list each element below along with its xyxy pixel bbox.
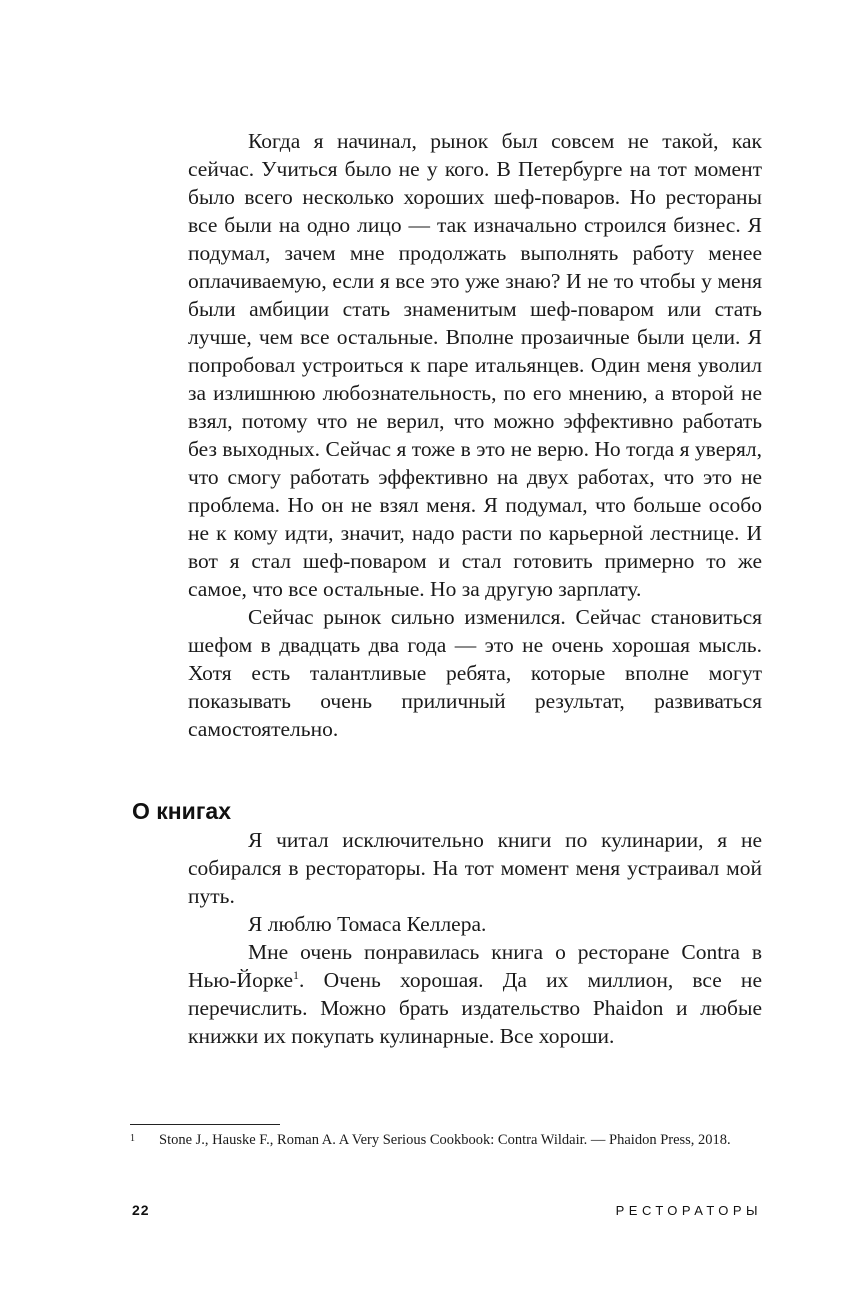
section-text-block [188, 826, 762, 1050]
section-heading: О книгах [132, 798, 231, 824]
footnote [130, 1130, 762, 1151]
footnote-divider [130, 1124, 280, 1125]
main-text-block [188, 127, 762, 743]
paragraph-text-continuation: . Очень хорошая. Да их миллион, все не перечислить. Можно брать издательство Phaidon и любые книжки их покупать кулинарные. Все хороши. [188, 968, 762, 1048]
paragraph: Сейчас рынок сильно изменился. Сейчас становиться шефом в двадцать два года — это не очень хорошая мысль. Хотя есть талантливые ребята, которые вполне могут показывать очень приличный результат, развиваться самостоятельно. [188, 605, 762, 741]
paragraph-with-footnote [188, 938, 762, 1050]
running-title: РЕСТОРАТОРЫ [615, 1203, 762, 1218]
footnote-number: 1 [130, 1133, 135, 1144]
paragraph: Я люблю Томаса Келлера. [248, 912, 487, 936]
paragraph-text: Мне очень понравилась книга о ресторане Contra в Нью-Йорке [188, 940, 762, 992]
footnote-text: Stone J., Hauske F., Roman A. A Very Serious Cookbook: Contra Wildair. — Phaidon Press, 2018. [159, 1132, 731, 1148]
paragraph: Я читал исключительно книги по кулинарии, я не собирался в рестораторы. На тот момент меня устраивал мой путь. [188, 828, 762, 908]
paragraph: Когда я начинал, рынок был совсем не такой, как сейчас. Учиться было не у кого. В Петербурге на тот момент было всего несколько хороших шеф-поваров. Но рестораны все были на одно лицо — так изначально строился бизнес. Я подумал, зачем мне продолжать выполнять работу менее оплачиваемую, если я все это уже знаю? И не то чтобы у меня были амбиции стать знаменитым шеф-поваром или стать лучше, чем все остальные. Вполне прозаичные были цели. Я попробовал устроиться к паре итальянцев. Один меня уволил за излишнюю любознательность, по его мнению, а второй не взял, потому что не верил, что можно эффективно работать без выходных. Сейчас я тоже в это не верю. Но тогда я уверял, что смогу работать эффективно на двух работах, что это не проблема. Но он не взял меня. Я подумал, что больше особо не к кому идти, значит, надо расти по карьерной лестнице. И вот я стал шеф-поваром и стал готовить примерно то же самое, что все остальные. Но за другую зарплату. [188, 129, 762, 601]
footnote-reference: 1 [293, 967, 300, 982]
page-number: 22 [132, 1202, 150, 1218]
